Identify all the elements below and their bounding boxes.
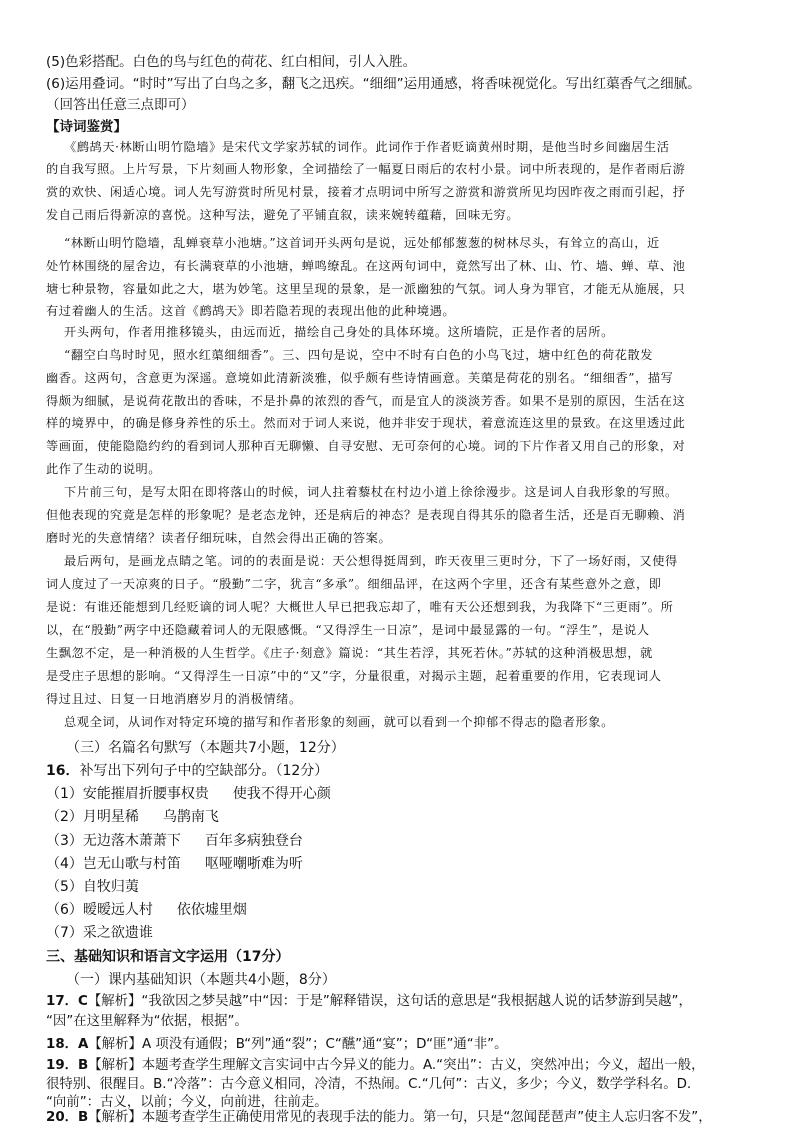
answer-point-6: (6)运用叠词。“时时”写出了白鸟之多，翻飞之迅疾。“细细”运用通感，将香味视觉化。写出红蕖香气之细腻。 [46,76,701,92]
item-answer-a: 无边落木萧萧下 [82,833,181,849]
answer-19-cont: 很特别、很醒目。B.“冷落”：古今意义相同，冷清，不热闹。C.“几何”：古义，多少；今义，数学学科名。D. [46,1077,692,1092]
item-answer-b: 依依墟里烟 [176,902,247,918]
item-answer-a: 采之欲遗谁 [82,925,153,941]
answer-number: 20．B [46,1110,89,1125]
analysis-text: 本题考查学生正确使用常见的表现手法的能力。第一句，只是“忽闻琵琶声”使主人忘归客不发”， [141,1110,712,1125]
q16-item [46,806,219,826]
commentary-line: 得过且过、日复一日地消磨岁月的消极情绪。 [46,692,302,706]
item-answer-a: 自牧归荑 [82,879,139,895]
part3-heading: 三、基础知识和语言文字运用（17分） [46,949,290,965]
analysis-text: A 项没有通假；B“列”通“裂”；C“醼”通“宴”；D“匪”通“非”。 [141,1037,508,1052]
commentary-line: 开头两句，作者用推移镜头，由远而近，描绘自己身处的具体环境。这所墙院，正是作者的居所。 [64,325,614,339]
q16-item [46,783,331,803]
commentary-line: 总观全词，从词作对特定环境的描写和作者形象的刻画，就可以看到一个抑郁不得志的隐者形象。 [64,715,614,729]
answer-19 [46,1054,704,1073]
commentary-line: 最后两句，是画龙点睛之笔。词的的表面是说：天公想得挺周到，昨天夜里三更时分，下了一场好雨，又使得 [64,554,678,568]
analysis-text: “我欲因之梦吴越”中“因：于是”解释错误，这句话的意思是“我根据越人说的话梦游到吴越”， [141,994,692,1009]
commentary-line: 得颇为细腻，是说荷花散出的香味，不是扑鼻的浓烈的香气，而是宜人的淡淡芳香。如果不是别的原因，生活在这 [46,394,686,408]
commentary-line: “林断山明竹隐墙，乱蝉衰草小池塘。”这首词开头两句是说，远处郁郁葱葱的树林尽头，有耸立的高山，近 [64,236,660,250]
commentary-line: 塘七种景物，容量如此之大，堪为妙笔。这里呈现的景象，是一派幽独的气氛。词人身为罪官，才能无从施展，只 [46,282,686,296]
item-answer-b: 乌鹊南飞 [162,809,219,825]
part3-subheading: （一）课内基础知识（本题共4小题，8分） [66,972,336,988]
commentary-line: 磨时光的失意情绪？读者仔细玩味，自然会得出正确的答案。 [46,531,392,545]
commentary-line: 《鹧鸪天·林断山明竹隐墙》是宋代文学家苏轼的词作。此词作于作者贬谪黄州时期，是他当时乡间幽居生活 [64,140,670,154]
commentary-line: 有过着幽人的生活。这首《鹧鸪天》即若隐若现的表现出他的此种境遇。 [46,304,456,318]
commentary-line: “翻空白鸟时时见，照水红蕖细细香”。三、四句是说，空中不时有白色的小鸟飞过，塘中红色的荷花散发 [64,348,654,362]
item-answer-a: 月明星稀 [82,809,139,825]
answer-number: 18．A [46,1037,89,1052]
item-label: （2） [46,809,83,825]
commentary-line: 幽香。这两句，含意更为深遥。意境如此清新淡雅，似乎颇有些诗情画意。芙蕖是荷花的别名。“细细香”，描写 [46,371,674,385]
commentary-line: 此作了生动的说明。 [46,462,162,476]
question-16 [46,760,328,780]
answer-note: （回答出任意三点即可） [46,97,195,113]
q16-item [46,899,247,919]
answer-number: 17．C [46,994,88,1009]
answer-17 [46,990,692,1009]
commentary-line: 赏的欢快、闲适心境。词人先写游赏时所见村景，接着才点明词中所写之游赏和游赏所见均因昨夜之雨而引起，抒 [46,185,686,199]
commentary-line: 以，在“殷勤”两字中还隐藏着词人的无限感慨。“又得浮生一日凉”，是词中最显露的一句。“浮生”，是说人 [46,623,650,637]
item-label: （6） [46,902,83,918]
item-label: （5） [46,879,83,895]
item-label: （1） [46,786,83,802]
commentary-line: 发自己雨后得新凉的喜悦。这种写法，避免了平铺直叙，读来婉转蕴藉，回味无穷。 [46,208,520,222]
question-number: 16． [46,763,80,779]
commentary-line: 样的境界中，的确是修身养性的乐土。然而对于词人来说，他并非安于现状，着意流连这里的景致。在这里透过此 [46,416,686,430]
q16-item [46,830,303,850]
answer-point-5: (5)色彩搭配。白色的鸟与红色的荷花、红白相间，引人入胜。 [46,54,417,70]
analysis-text: 本题考查学生理解文言实词中古今异义的能力。A.“突出”：古义，突然冲出；今义，超出一般， [141,1058,705,1073]
section3-title: （三）名篇名句默写（本题共7小题，12分） [66,740,345,756]
item-label: （7） [46,925,83,941]
question-text: 补写出下列句子中的空缺部分。（12分） [79,763,329,779]
q16-item [46,922,153,942]
item-answer-b: 百年多病独登台 [204,833,303,849]
commentary-line: 处竹林围绕的屋舍边，有长满衰草的小池塘，蝉鸣缭乱。在这两句词中，竟然写出了林、山、竹、墙、蝉、草、池 [46,259,686,273]
q16-item [46,876,139,896]
commentary-line: 是说：有谁还能想到几经贬谪的词人呢？大概世人早已把我忘却了，唯有天公还想到我，为我降下“三更雨”。所 [46,600,674,614]
commentary-line: 是受庄子思想的影响。“又得浮生一日凉”中的“又”字，分量很重，对揭示主题，起着重要的作用，它表现词人 [46,669,662,683]
appreciation-heading: 【诗词鉴赏】 [46,119,127,135]
answer-19-cont-2: “向前”：古义，以前；今义，向前进，往前走。 [46,1095,328,1110]
item-answer-b: 呕哑嘲哳难为听 [204,856,303,872]
item-answer-b: 使我不得开心颜 [232,786,331,802]
item-label: （3） [46,833,83,849]
answer-17-cont: “因”在这里解释为“依据，根据”。 [46,1014,248,1029]
answer-20 [46,1106,712,1125]
analysis-tag: 【解析】 [88,1037,142,1052]
commentary-line: 但他表现的究竟是怎样的形象呢？是老态龙钟，还是病后的神态？是表现自得其乐的隐者生活，还是百无聊赖、消 [46,508,686,522]
item-answer-a: 安能摧眉折腰事权贵 [82,786,209,802]
item-answer-a: 岂无山歌与村笛 [82,856,181,872]
analysis-tag: 【解析】 [88,1110,142,1125]
commentary-line: 等画面，使能隐隐约约的看到词人那种百无聊懒、自寻安慰、无可奈何的心境。词的下片作者又用自己的形象，对 [46,439,686,453]
commentary-line: 的自我写照。上片写景，下片刻画人物形象，全词描绘了一幅夏日雨后的农村小景。词中所表现的，是作者雨后游 [46,162,686,176]
analysis-tag: 【解析】 [88,1058,142,1073]
analysis-tag: 【解析】 [87,994,142,1009]
commentary-line: 下片前三句，是写太阳在即将落山的时候，词人拄着藜杖在村边小道上徐徐漫步。这是词人自我形象的写照。 [64,485,678,499]
item-label: （4） [46,856,83,872]
commentary-line: 词人度过了一天凉爽的日子。“殷勤”二字，犹言“多承”。细细品评，在这两个字里，还含有某些意外之意，即 [46,577,662,591]
answer-18 [46,1033,507,1052]
answer-number: 19．B [46,1058,89,1073]
commentary-line: 生飘忽不定，是一种消极的人生哲学。《庄子·刻意》篇说：“其生若浮，其死若休。”苏轼的这种消极思想，就 [46,646,653,660]
item-answer-a: 暧暧远人村 [82,902,153,918]
q16-item [46,853,303,873]
